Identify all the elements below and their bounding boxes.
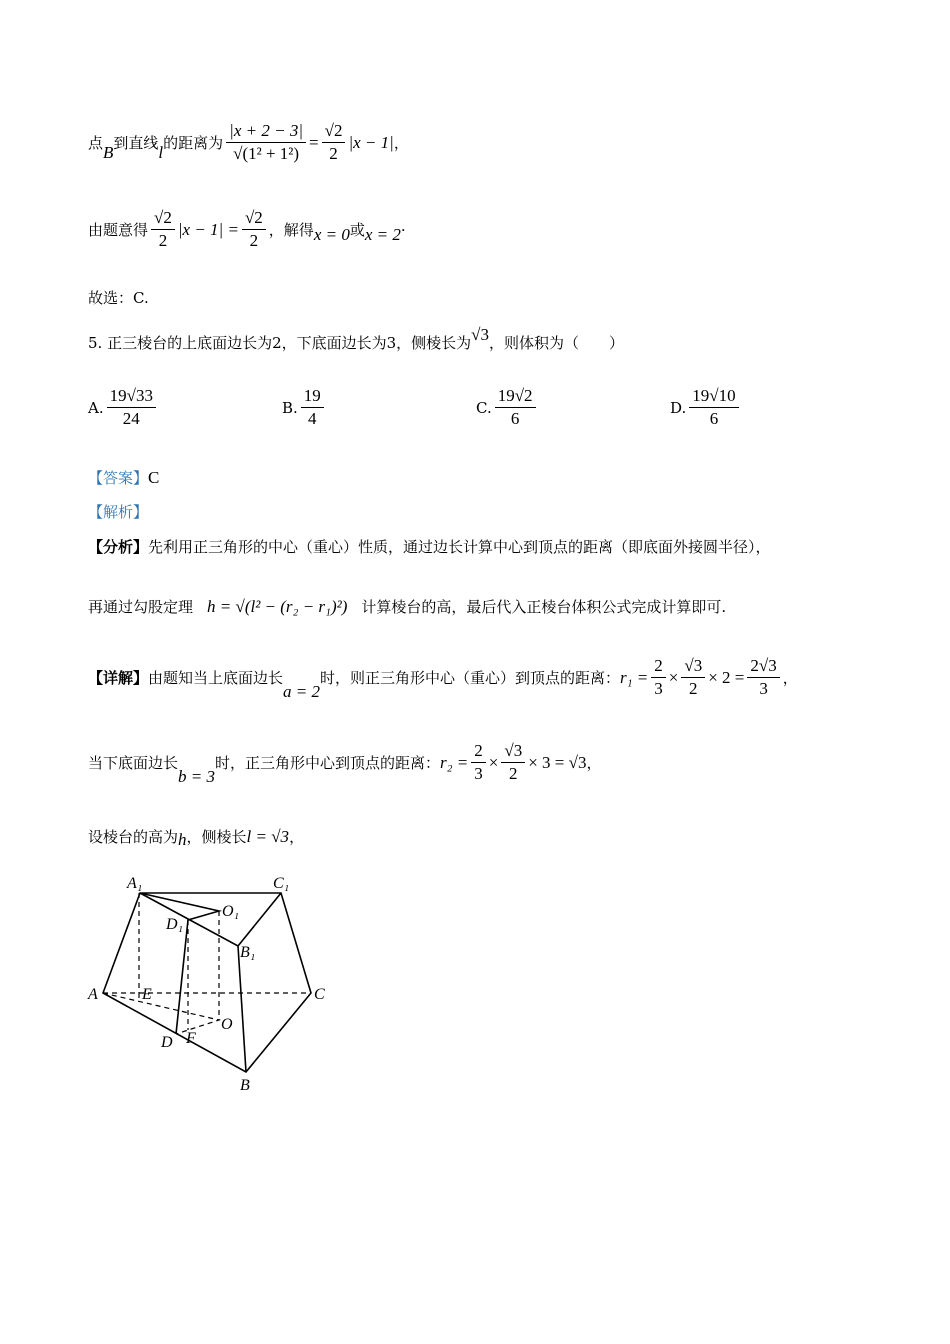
- abs-expr: |x − 1| =: [177, 219, 239, 239]
- l-value: l = √3: [246, 826, 290, 846]
- denominator: 3: [474, 764, 483, 783]
- text: 再通过勾股定理: [88, 598, 194, 616]
- text: 当下底面边长: [88, 754, 179, 772]
- denominator: 3: [759, 679, 768, 698]
- denominator: 2: [689, 679, 698, 698]
- analysis-tag: 【解析】: [88, 503, 149, 521]
- text: 时，正三角形中心到顶点的距离：: [215, 754, 441, 772]
- denominator: 2: [158, 231, 168, 250]
- text: 计算棱台的高，最后代入正棱台体积公式完成计算即可.: [361, 598, 727, 616]
- numerator: 2: [471, 740, 486, 763]
- solution: x = 2: [364, 224, 401, 244]
- denominator: 2: [249, 231, 259, 250]
- denominator: 24: [122, 409, 140, 428]
- text: ，侧棱长: [186, 828, 247, 846]
- numerator: 2√3: [747, 655, 779, 678]
- label-f: F: [186, 1030, 196, 1047]
- times: × 2 =: [708, 667, 745, 687]
- numerator: |x + 2 − 3|: [226, 120, 306, 143]
- solid-edges: [103, 893, 311, 1072]
- text: 由题意得: [88, 221, 149, 239]
- text: 由题知当上底面边长: [148, 669, 284, 687]
- numerator: 19: [301, 385, 324, 408]
- denominator: 6: [709, 409, 719, 428]
- numerator: √2: [242, 207, 266, 230]
- denominator: 3: [654, 679, 663, 698]
- r1: r₁ =: [620, 667, 649, 687]
- numerator: √2: [151, 207, 175, 230]
- text: ，: [782, 669, 798, 687]
- text: 时，则正三角形中心（重心）到顶点的距离：: [320, 669, 621, 687]
- denominator: 2: [509, 764, 518, 783]
- text: 先利用正三角形的中心（重心）性质，通过边长计算中心到顶点的距离（即底面外接圆半径），: [148, 538, 771, 556]
- text: ，: [586, 754, 602, 772]
- text: ·: [400, 220, 406, 239]
- times: ×: [488, 752, 499, 772]
- answer-tag: 【答案】: [88, 469, 149, 487]
- label-a: A: [88, 986, 98, 1003]
- text: 设棱台的高为: [88, 828, 179, 846]
- text: 或: [349, 221, 365, 239]
- denominator: √(1² + 1²): [233, 144, 300, 163]
- numerator: √3: [681, 655, 705, 678]
- numerator: 19√33: [107, 385, 156, 408]
- h-var: h: [178, 829, 187, 849]
- height-formula: h = √(l² − (r₂ − r₁)²): [207, 596, 348, 616]
- text: 点: [88, 134, 104, 152]
- equals: =: [309, 132, 319, 152]
- label-e: E: [142, 986, 152, 1003]
- numerator: √2: [322, 120, 346, 143]
- text: 到直线: [113, 134, 159, 152]
- b-value: b = 3: [178, 766, 215, 786]
- sqrt: √3: [471, 324, 490, 344]
- numerator: 19√2: [495, 385, 536, 408]
- numerator: 19√10: [689, 385, 738, 408]
- answer-value: C: [148, 467, 160, 487]
- xiangjie-tag: 【详解】: [88, 669, 149, 687]
- denominator: 2: [329, 144, 338, 163]
- text: ，解得: [268, 221, 314, 239]
- text: ，: [289, 828, 305, 846]
- label-c1: C₁: [273, 875, 290, 892]
- var-b: B: [103, 142, 114, 162]
- text: ，: [393, 134, 409, 152]
- numerator: 2: [651, 655, 666, 678]
- text: 的距离为: [163, 134, 224, 152]
- option-label: C.: [476, 398, 492, 417]
- label-o: O: [221, 1016, 233, 1033]
- a-value: a = 2: [283, 681, 321, 701]
- r2: r₂ =: [440, 752, 469, 772]
- label-a1: A₁: [127, 875, 143, 892]
- choice-line: 故选：C.: [88, 289, 149, 307]
- numerator: √3: [501, 740, 525, 763]
- option-label: B.: [282, 398, 298, 417]
- times: ×: [668, 667, 679, 687]
- label-o1: O₁: [222, 903, 240, 920]
- solution: x = 0: [313, 224, 350, 244]
- fenxi-tag: 【分析】: [88, 538, 149, 556]
- label-d: D: [161, 1034, 173, 1051]
- denominator: 4: [308, 409, 317, 428]
- abs-expr: |x − 1|: [348, 132, 394, 152]
- var-l: l: [158, 142, 164, 162]
- option-label: D.: [670, 398, 687, 417]
- question-text: ，则体积为（ ）: [489, 334, 625, 352]
- label-c: C: [314, 986, 325, 1003]
- option-label: A.: [88, 398, 104, 417]
- label-d1: D₁: [166, 916, 184, 933]
- question-text: 5. 正三棱台的上底面边长为2，下底面边长为3，侧棱长为: [88, 334, 472, 352]
- denominator: 6: [510, 409, 520, 428]
- times: × 3 = √3: [528, 752, 587, 772]
- label-b1: B₁: [240, 944, 256, 961]
- label-b: B: [240, 1077, 250, 1094]
